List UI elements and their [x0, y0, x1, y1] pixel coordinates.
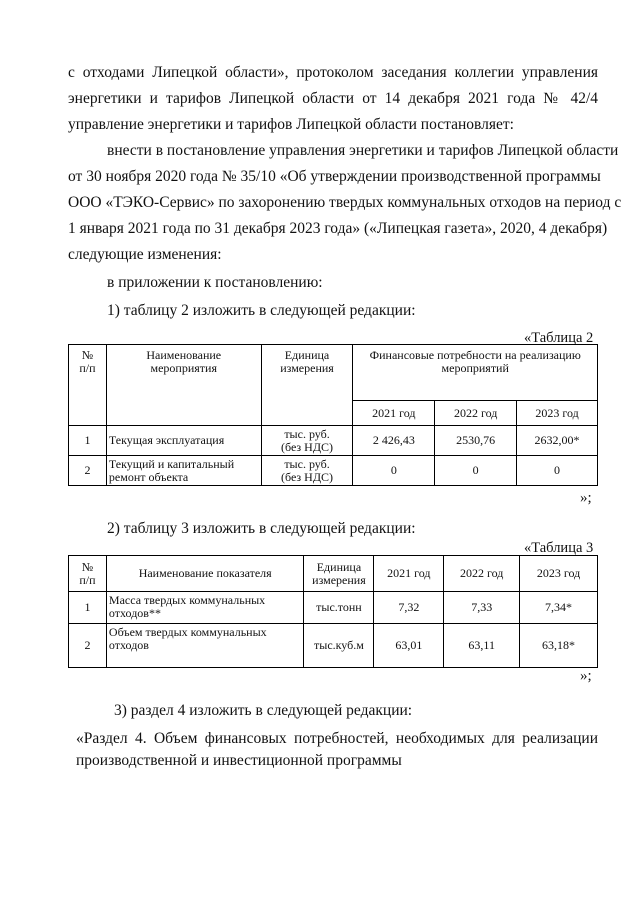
- paragraph2-line3: ООО «ТЭКО-Сервис» по захоронению твердых коммунальных отходов на период с: [68, 194, 622, 211]
- table2-row1-2021: 2 426,43: [353, 426, 435, 456]
- table2-header-num: № п/п: [69, 345, 107, 426]
- table2-row1-2023: 2632,00*: [517, 426, 598, 456]
- table3-header-unit: Единица измерения: [304, 556, 374, 592]
- item1-text: 1) таблицу 2 изложить в следующей редакции:: [107, 302, 416, 319]
- table3-row2-unit: тыс.куб.м: [304, 624, 374, 668]
- table2-row2-2021: 0: [353, 456, 435, 486]
- table3-row1-name: Масса твердых коммунальных отходов**: [106, 592, 304, 624]
- table2-row2-2022: 0: [435, 456, 517, 486]
- table3-row2-2021: 63,01: [374, 624, 444, 668]
- table2-row2-2023: 0: [517, 456, 598, 486]
- table2-row1-num: 1: [69, 426, 107, 456]
- table3-row2-2023: 63,18*: [520, 624, 598, 668]
- table3-row2-2022: 63,11: [444, 624, 520, 668]
- table2-header-name: Наименование мероприятия: [106, 345, 261, 426]
- table3-row1-2022: 7,33: [444, 592, 520, 624]
- table3-header-2023: 2023 год: [520, 556, 598, 592]
- paragraph1-line2: энергетики и тарифов Липецкой области от 14 декабря 2021 года № 42/4: [68, 90, 598, 107]
- table3: [68, 555, 598, 668]
- paragraph2-line5: следующие изменения:: [68, 246, 222, 263]
- table3-caption: «Таблица 3: [524, 540, 594, 556]
- table2-row1-2022: 2530,76: [435, 426, 517, 456]
- table2-header-2022: 2022 год: [435, 401, 517, 426]
- table3-row1-2021: 7,32: [374, 592, 444, 624]
- paragraph1-line1: с отходами Липецкой области», протоколом заседания коллегии управления: [68, 64, 598, 81]
- table2-header-unit: Единица измерения: [261, 345, 353, 426]
- table2-row1-unit: тыс. руб. (без НДС): [261, 426, 353, 456]
- table3-row1-unit: тыс.тонн: [304, 592, 374, 624]
- item2-text: 2) таблицу 3 изложить в следующей редакции:: [107, 520, 416, 537]
- table2-end: »;: [580, 490, 592, 506]
- table2: [68, 344, 598, 486]
- table3-header-2022: 2022 год: [444, 556, 520, 592]
- paragraph2-line2: от 30 ноября 2020 года № 35/10 «Об утверждении производственной программы: [68, 168, 601, 185]
- appendix-line: в приложении к постановлению:: [107, 274, 323, 291]
- table2-row2-unit: тыс. руб. (без НДС): [261, 456, 353, 486]
- table3-header-num: № п/п: [69, 556, 107, 592]
- table3-row2-num: 2: [69, 624, 107, 668]
- paragraph1-line3: управление энергетики и тарифов Липецкой области постановляет:: [68, 116, 514, 133]
- table3-row2-name: Объем твердых коммунальных отходов: [106, 624, 304, 668]
- table2-header-needs: Финансовые потребности на реализацию мероприятий: [353, 345, 598, 401]
- table2-caption: «Таблица 2: [524, 330, 594, 346]
- section4-line2: производственной и инвестиционной программы: [76, 752, 402, 769]
- table3-header-name: Наименование показателя: [106, 556, 304, 592]
- section4-line1: «Раздел 4. Объем финансовых потребностей, необходимых для реализации: [76, 730, 598, 747]
- table3-header-2021: 2021 год: [374, 556, 444, 592]
- table3-row1-num: 1: [69, 592, 107, 624]
- table2-row2-name: Текущий и капитальный ремонт объекта: [106, 456, 261, 486]
- table2-header-2021: 2021 год: [353, 401, 435, 426]
- table2-row2-num: 2: [69, 456, 107, 486]
- table2-header-2023: 2023 год: [517, 401, 598, 426]
- table3-end: »;: [580, 668, 592, 684]
- table3-row: [69, 592, 598, 624]
- item3-text: 3) раздел 4 изложить в следующей редакции:: [114, 702, 413, 719]
- table3-row: [69, 624, 598, 668]
- paragraph2-line4: 1 января 2021 года по 31 декабря 2023 года» («Липецкая газета», 2020, 4 декабря): [68, 220, 608, 237]
- table2-row: [69, 426, 598, 456]
- table3-row1-2023: 7,34*: [520, 592, 598, 624]
- table2-row: [69, 456, 598, 486]
- paragraph2-line1: внести в постановление управления энергетики и тарифов Липецкой области: [107, 142, 619, 159]
- table2-row1-name: Текущая эксплуатация: [106, 426, 261, 456]
